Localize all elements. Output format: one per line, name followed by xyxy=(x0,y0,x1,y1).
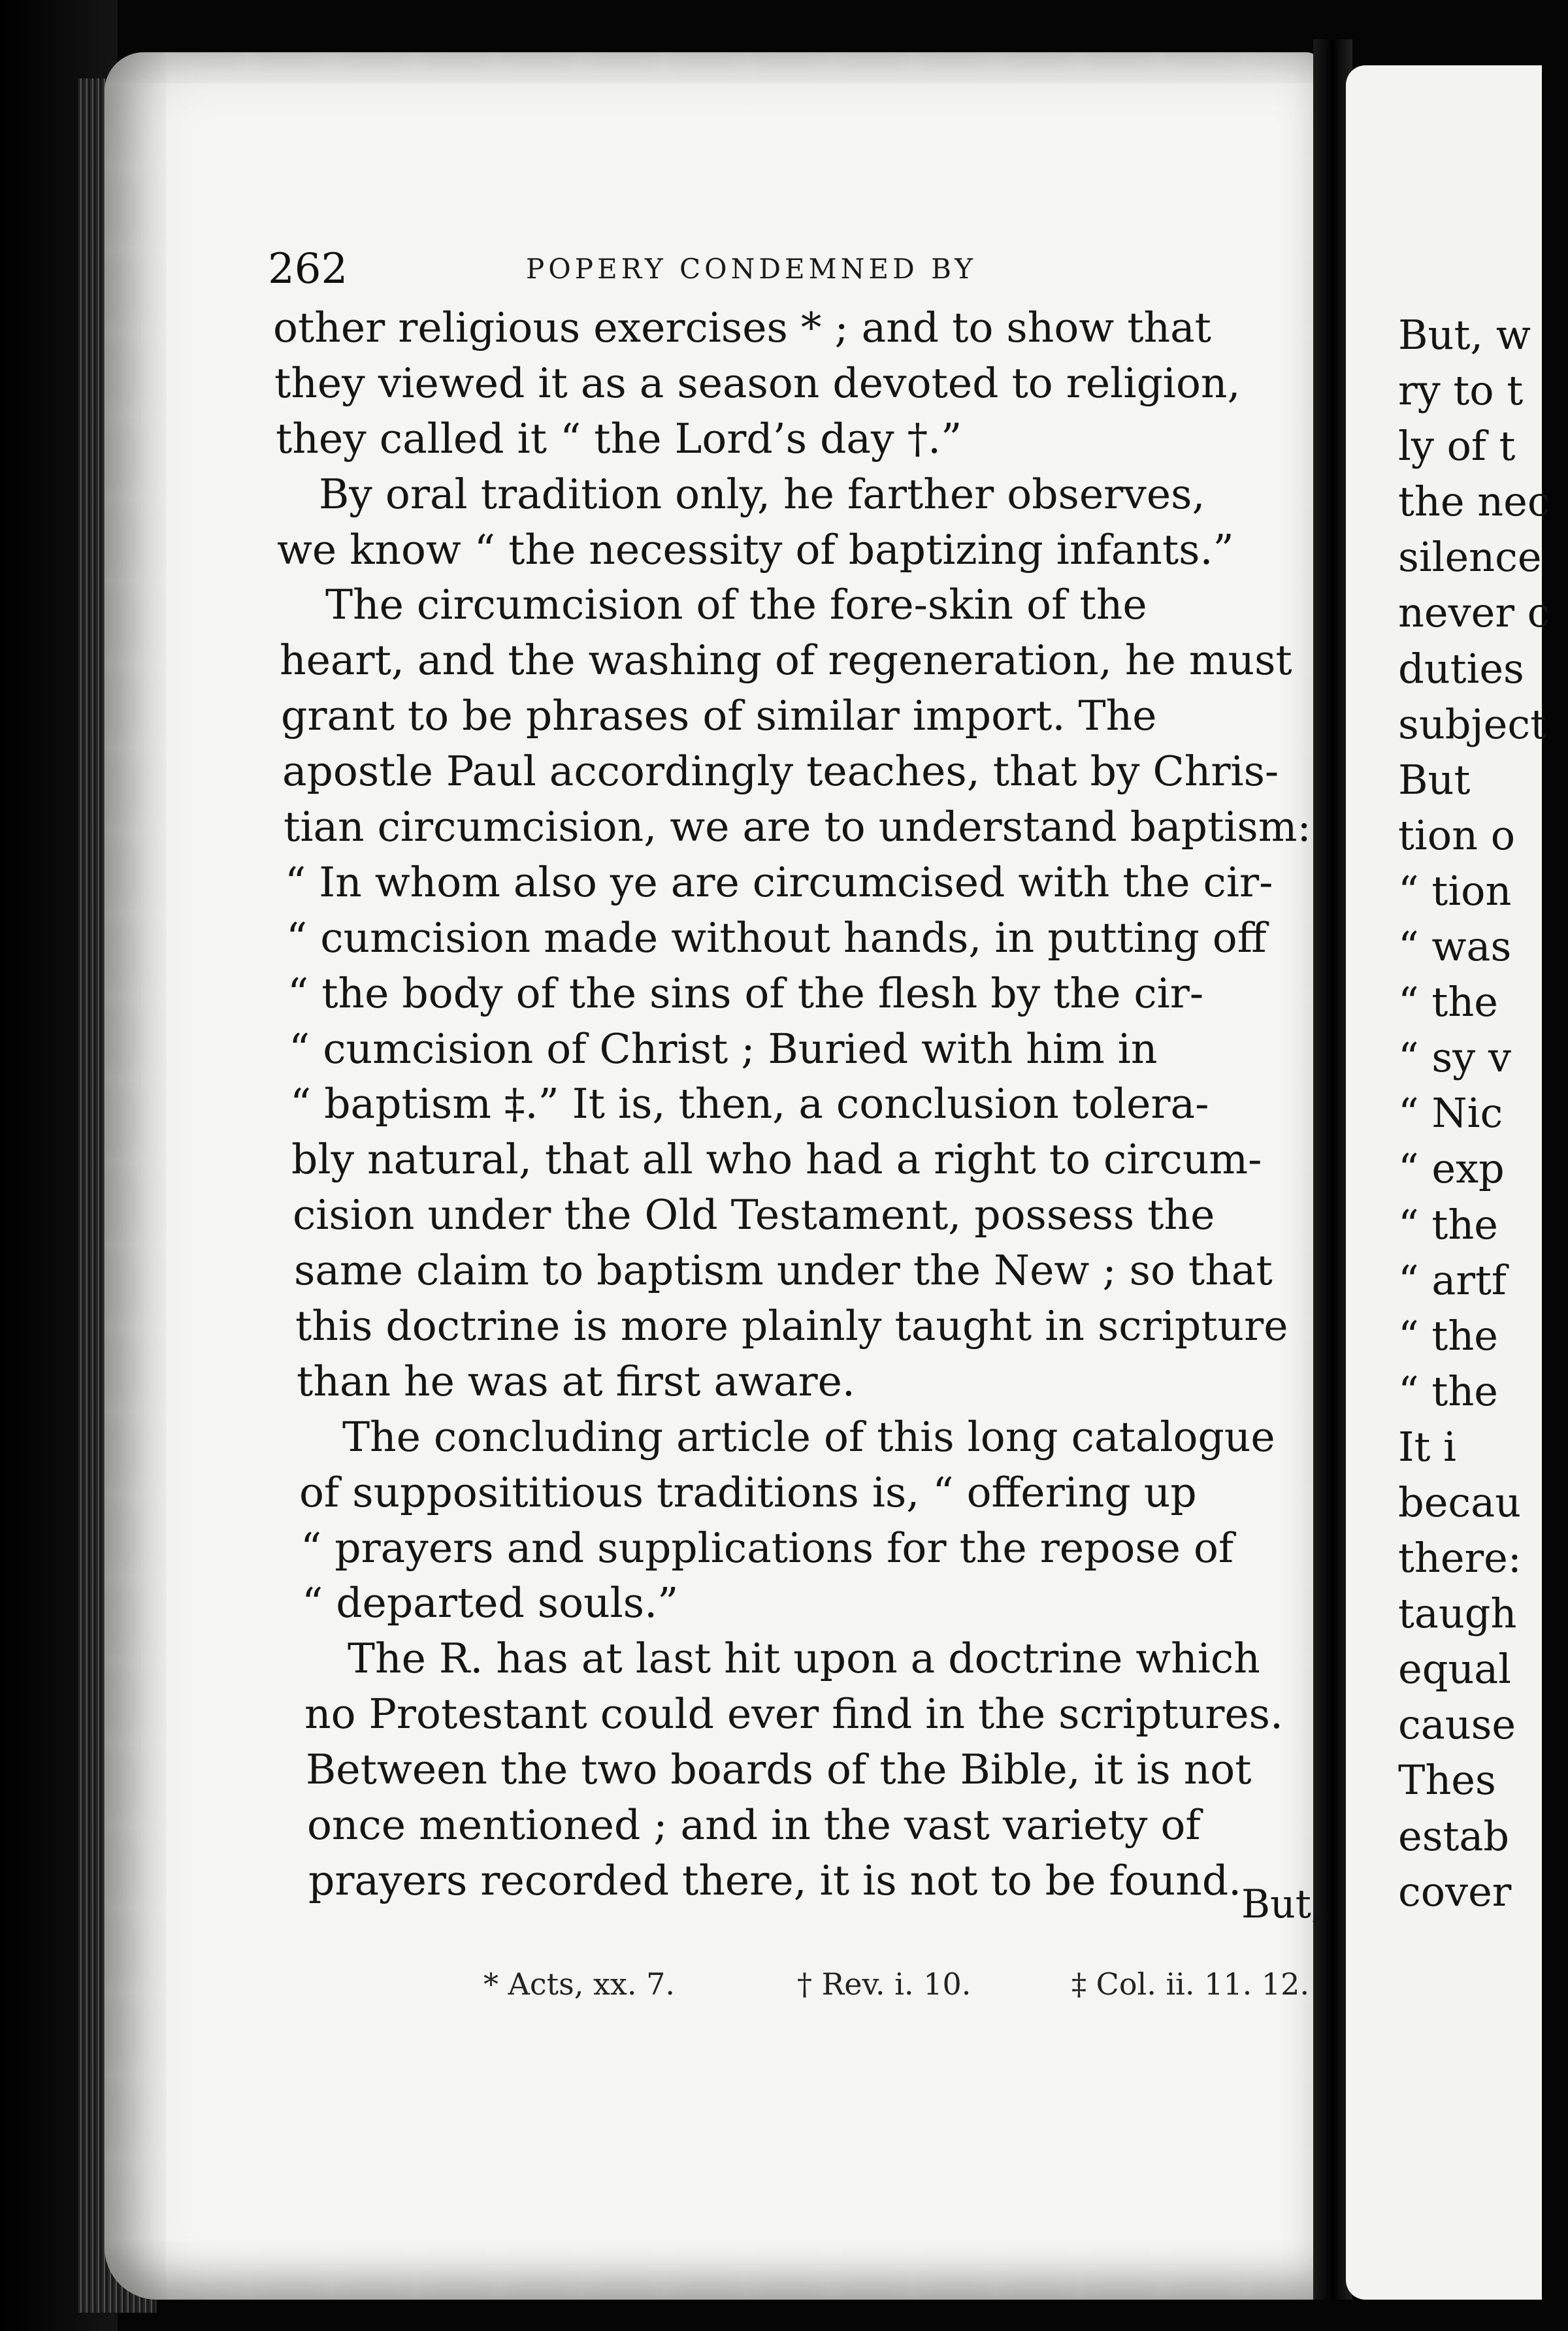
right-text-line: “ Nic xyxy=(1398,1089,1503,1137)
right-text-line: cause xyxy=(1398,1701,1516,1749)
text-line: we know “ the necessity of baptizing infants.” xyxy=(277,525,1234,574)
text-line: cision under the Old Testament, possess the xyxy=(293,1191,1215,1239)
right-text-line: “ artf xyxy=(1398,1256,1507,1304)
text-line: other religious exercises * ; and to show that xyxy=(273,304,1211,351)
right-text-line: Thes xyxy=(1398,1756,1496,1804)
text-line: The concluding article of this long catalogue xyxy=(342,1412,1275,1461)
right-text-line: subject xyxy=(1398,700,1546,748)
right-text-line: “ the xyxy=(1398,978,1498,1026)
right-text-line: But, w xyxy=(1398,311,1531,359)
text-line: same claim to baptism under the New ; so that xyxy=(294,1247,1273,1295)
right-text-line: silence xyxy=(1398,533,1542,581)
text-line: The circumcision of the fore-skin of the xyxy=(325,581,1147,629)
right-text-line: taugh xyxy=(1398,1589,1517,1638)
right-text-line: cover xyxy=(1398,1867,1512,1915)
text-line: “ departed souls.” xyxy=(302,1579,679,1627)
right-page-text xyxy=(1398,307,1568,1919)
page-number: 262 xyxy=(268,245,348,293)
right-text-line: “ the xyxy=(1398,1200,1498,1248)
footnote-1: * Acts, xx. 7. xyxy=(483,1966,675,2002)
right-text-line: duties xyxy=(1398,644,1524,693)
text-line: Between the two boards of the Bible, it is not xyxy=(306,1746,1252,1794)
right-text-line: tion o xyxy=(1398,811,1516,859)
text-line: they called it “ the Lord’s day †.” xyxy=(276,414,962,463)
text-line: “ the body of the sins of the flesh by the cir- xyxy=(287,969,1204,1017)
text-line: this doctrine is more plainly taught in scripture xyxy=(295,1302,1288,1350)
right-text-line: the nec xyxy=(1398,478,1550,526)
right-text-line: “ sy v xyxy=(1398,1034,1511,1082)
footnote-3: ‡ Col. ii. 11. 12. xyxy=(1071,1966,1310,2002)
text-line: grant to be phrases of similar import. The xyxy=(281,692,1157,740)
text-line: “ cumcision of Christ ; Buried with him in xyxy=(289,1024,1158,1073)
text-line: By oral tradition only, he farther observes, xyxy=(319,470,1205,518)
text-line: “ baptism ‡.” It is, then, a conclusion tolera- xyxy=(290,1080,1209,1128)
right-text-line: It i xyxy=(1398,1422,1456,1471)
footnote-2: † Rev. i. 10. xyxy=(797,1966,972,2002)
body-text xyxy=(273,301,1331,1909)
right-text-line: “ the xyxy=(1398,1311,1498,1360)
text-line: no Protestant could ever find in the scriptures. xyxy=(304,1690,1284,1738)
right-text-line: there: xyxy=(1398,1534,1522,1582)
text-line: once mentioned ; and in the vast variety of xyxy=(307,1801,1201,1850)
right-text-line: becau xyxy=(1398,1478,1521,1526)
right-text-line: ry to t xyxy=(1398,367,1524,415)
text-line: than he was at first aware. xyxy=(297,1357,855,1405)
running-head: POPERY CONDEMNED BY xyxy=(526,253,977,285)
text-line: tian circumcision, we are to understand baptism: xyxy=(284,803,1311,851)
right-text-line: estab xyxy=(1398,1812,1510,1860)
text-line: they viewed it as a season devoted to religion, xyxy=(274,359,1241,407)
text-line: bly natural, that all who had a right to circum- xyxy=(291,1135,1262,1184)
catchword: But, xyxy=(1241,1882,1324,1927)
footnotes xyxy=(483,1966,1359,2025)
text-line: prayers recorded there, it is not to be found. xyxy=(308,1856,1242,1904)
text-line: of supposititious traditions is, “ offering up xyxy=(299,1468,1197,1516)
text-line: “ In whom also ye are circumcised with the cir- xyxy=(285,858,1273,906)
right-text-line: “ tion xyxy=(1398,866,1512,915)
right-text-line: never c xyxy=(1398,589,1550,637)
right-text-line: “ the xyxy=(1398,1367,1498,1415)
text-line: heart, and the washing of regeneration, he must xyxy=(280,636,1292,685)
right-text-line: “ was xyxy=(1398,922,1512,971)
right-text-line: ly of t xyxy=(1398,422,1516,470)
text-line: The R. has at last hit upon a doctrine which xyxy=(348,1635,1260,1683)
right-text-line: But xyxy=(1398,755,1471,804)
text-line: apostle Paul accordingly teaches, that by Chris- xyxy=(282,747,1279,796)
right-text-line: “ exp xyxy=(1398,1145,1505,1193)
text-line: “ cumcision made without hands, in putting off xyxy=(286,913,1267,962)
right-text-line: equal xyxy=(1398,1645,1512,1693)
text-line: “ prayers and supplications for the repose of xyxy=(301,1524,1234,1572)
